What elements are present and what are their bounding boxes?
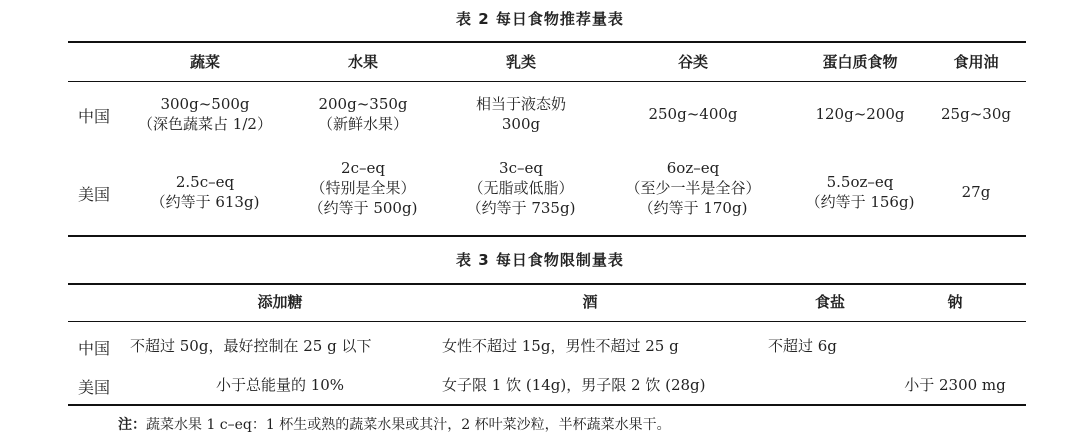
cell-line: 5.5oz–eq [826, 173, 894, 191]
table2-header-rule [68, 81, 1026, 82]
cell-line: （特别是全果） [310, 179, 416, 197]
row-label-usa: 美国 [78, 185, 111, 204]
table2-cell [936, 104, 1016, 124]
cell-line: 2.5c–eq [175, 173, 235, 191]
table3-header-sodium: 钠 [947, 293, 963, 311]
cell-line: 300g [501, 115, 541, 133]
cell-line: 27g [961, 183, 991, 201]
cell-line: 3c–eq [499, 159, 543, 177]
cell-line: 2c–eq [341, 159, 385, 177]
cell-line: （约等于 500g) [308, 199, 418, 217]
table2-cell [288, 94, 438, 134]
table2-header-grains: 谷类 [677, 53, 708, 71]
table3-header-alcohol: 酒 [582, 293, 598, 311]
table3-cell: 女子限 1 饮 (14g)，男子限 2 饮 (28g) [442, 376, 706, 394]
table3-caption: 表 3 每日食物限制量表 [456, 251, 624, 269]
table2-cell [608, 158, 778, 218]
table2-cell [446, 94, 596, 134]
cell-line: （约等于 735g) [466, 199, 576, 217]
table3-cell: 女性不超过 15g，男性不超过 25 g [442, 337, 679, 355]
cell-line: （无脂或低脂） [468, 179, 574, 197]
footnote [118, 414, 671, 434]
footnote-prefix: 注： [118, 417, 146, 433]
table3-bottom-rule [68, 404, 1026, 406]
cell-line: 6oz–eq [666, 159, 720, 177]
cell-line: 120g~200g [815, 105, 905, 123]
table2-cell [936, 182, 1016, 202]
cell-line: 200g~350g [318, 95, 408, 113]
table3-header-sugar: 添加糖 [257, 293, 303, 311]
table2-header-vegetables: 蔬菜 [189, 53, 220, 71]
cell-line: （约等于 156g) [805, 193, 915, 211]
cell-line: （约等于 613g) [150, 193, 260, 211]
table2-cell [130, 94, 280, 134]
cell-line: （深色蔬菜占 1/2） [138, 115, 272, 133]
footnote-text: 蔬菜水果 1 c–eq：1 杯生或熟的蔬菜水果或其汁，2 杯叶菜沙粒，半杯蔬菜水果干。 [146, 417, 671, 433]
table3-cell: 小于 2300 mg [904, 376, 1006, 394]
cell-line: （至少一半是全谷） [625, 179, 761, 197]
cell-line: 25g~30g [941, 105, 1011, 123]
table2-bottom-rule [68, 235, 1026, 237]
table3-cell: 不超过 50g，最好控制在 25 g 以下 [130, 337, 372, 355]
table2-cell [446, 158, 596, 218]
cell-line: 300g~500g [160, 95, 250, 113]
table3-cell: 小于总能量的 10% [215, 376, 345, 394]
row-label-china: 中国 [78, 107, 111, 126]
table2-header-protein: 蛋白质食物 [822, 53, 898, 71]
table2-cell [288, 158, 438, 218]
table2-top-rule [68, 41, 1026, 43]
table2-cell [790, 104, 930, 124]
cell-line: （约等于 170g) [638, 199, 748, 217]
row-label-usa: 美国 [78, 378, 111, 397]
cell-line: （新鲜水果） [317, 115, 408, 133]
table2-caption: 表 2 每日食物推荐量表 [456, 10, 624, 28]
table2-header-oil: 食用油 [953, 53, 999, 71]
table2-cell [618, 104, 768, 124]
cell-line: 250g~400g [648, 105, 738, 123]
table3-header-rule [68, 321, 1026, 322]
table3-cell: 不超过 6g [768, 337, 837, 355]
table3-top-rule [68, 283, 1026, 285]
row-label-china: 中国 [78, 339, 111, 358]
table2-header-dairy: 乳类 [505, 53, 536, 71]
cell-line: 相当于液态奶 [475, 95, 566, 113]
table2-header-fruit: 水果 [347, 53, 378, 71]
table2-cell [130, 172, 280, 212]
table2-cell [790, 172, 930, 212]
table3-header-salt: 食盐 [814, 293, 845, 311]
